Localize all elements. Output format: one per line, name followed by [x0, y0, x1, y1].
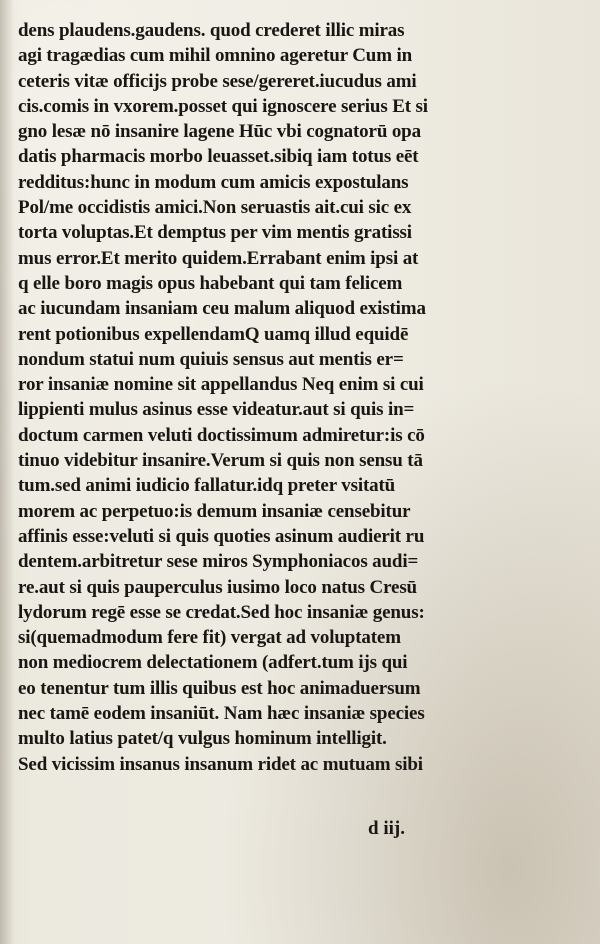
text-line: lydorum regē esse se credat.Sed hoc insaniæ genus: [18, 601, 425, 623]
text-line: ceteris vitæ officijs probe sese/gereret.iucudus ami [18, 70, 417, 92]
text-line: tinuo videbitur insanire.Verum si quis non sensu tā [18, 450, 423, 472]
text-line: redditus:hunc in modum cum amicis expostulans [18, 171, 409, 193]
page-text-block [18, 18, 498, 777]
text-line: Sed vicissim insanus insanum ridet ac mutuam sibi [18, 753, 423, 775]
text-line: dentem.arbitretur sese miros Symphoniacos audi= [18, 551, 419, 573]
text-line: q elle boro magis opus habebant qui tam felicem [18, 272, 403, 294]
text-line: morem ac perpetuo:is demum insaniæ censebitur [18, 500, 411, 522]
text-line: Pol/me occidistis amici.Non seruastis ait.cui sic ex [18, 197, 412, 219]
text-line: eo tenentur tum illis quibus est hoc animaduersum [18, 677, 421, 699]
text-line: tum.sed animi iudicio fallatur.idq preter vsitatū [18, 475, 396, 497]
text-line: nec tamē eodem insaniūt. Nam hæc insaniæ species [18, 703, 425, 725]
text-line: re.aut si quis pauperculus iusimo loco natus Cresū [18, 576, 417, 598]
text-line: agi tragædias cum mihil omnino ageretur Cum in [18, 45, 413, 67]
text-line: gno lesæ nō insanire lagene Hūc vbi cognatorū opa [18, 121, 421, 143]
text-line: mus error.Et merito quidem.Errabant enim ipsi at [18, 247, 419, 269]
text-line: ac iucundam insaniam ceu malum aliquod existima [18, 298, 426, 320]
text-line: lippienti mulus asinus esse videatur.aut si quis in= [18, 399, 415, 421]
page-gutter-shadow [0, 0, 14, 944]
text-line: datis pharmacis morbo leuasset.sibiq iam totus eēt [18, 146, 419, 168]
text-line: torta voluptas.Et demptus per vim mentis gratissi [18, 222, 412, 244]
text-line: ror insaniæ nomine sit appellandus Neq enim si cui [18, 374, 424, 396]
text-line: dens plaudens.gaudens. quod crederet illic miras [18, 20, 405, 41]
text-line: si(quemadmodum fere fit) vergat ad voluptatem [18, 627, 401, 649]
signature-mark: d iij. [368, 818, 405, 839]
text-line: rent potionibus expellendamQ uamq illud equidē [18, 323, 409, 345]
text-line: doctum carmen veluti doctissimum admiretur:is cō [18, 424, 425, 446]
text-line: cis.comis in vxorem.posset qui ignoscere serius Et si [18, 95, 428, 117]
text-line: non mediocrem delectationem (adfert.tum ijs qui [18, 652, 408, 674]
text-line: nondum statui num quiuis sensus aut mentis er= [18, 348, 404, 370]
text-line: affinis esse:veluti si quis quoties asinum audierit ru [18, 525, 425, 547]
text-line: multo latius patet/q vulgus hominum intelligit. [18, 728, 387, 750]
